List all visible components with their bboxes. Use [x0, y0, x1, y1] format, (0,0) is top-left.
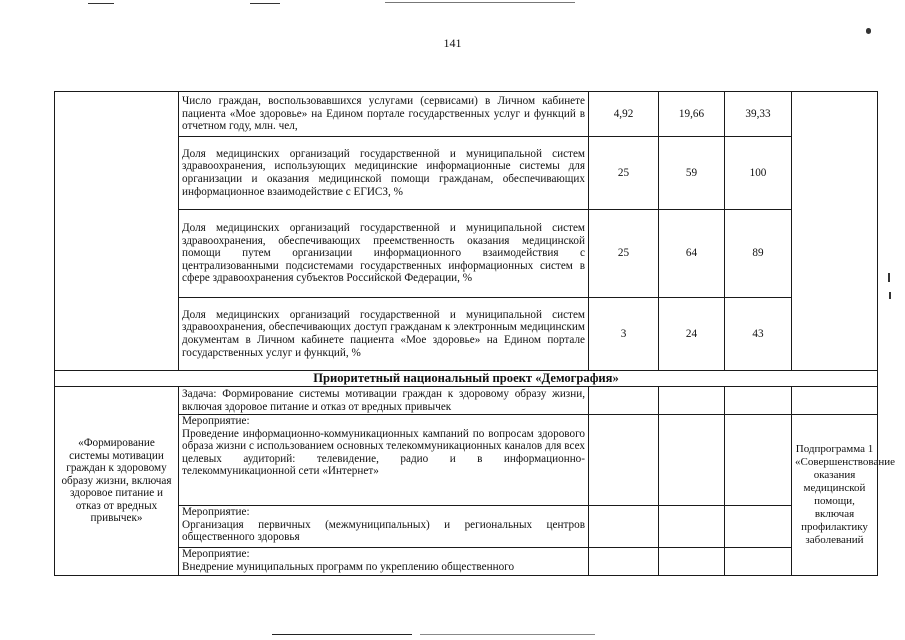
activity-heading: Мероприятие:	[182, 415, 250, 427]
indicator-value: 89	[725, 210, 792, 298]
indicator-value: 19,66	[659, 92, 725, 137]
activity-text: Проведение информационно-коммуникационных кампаний по вопросам здорового образа жизни с использованием основных телекоммуникационных каналов для всех целевых аудиторий: телевидение, радио и в информационно-телекоммуникационной сети «Интернет»	[182, 427, 585, 478]
empty-cell	[589, 415, 659, 506]
indicator-value: 100	[725, 137, 792, 210]
activity-cell	[179, 506, 589, 548]
table-row	[55, 506, 878, 548]
scan-mark	[889, 292, 891, 299]
activity-cell	[179, 548, 589, 576]
activity-heading: Мероприятие:	[182, 548, 250, 560]
empty-cell	[725, 415, 792, 506]
table-row	[55, 137, 878, 210]
empty-cell	[589, 548, 659, 576]
scan-mark	[420, 634, 595, 635]
empty-cell	[589, 506, 659, 548]
indicator-value: 25	[589, 137, 659, 210]
indicator-text: Доля медицинских организаций государственной и муниципальной систем здравоохранения, обеспечивающих преемственность оказания медицинской помощи путем организации информационного взаимодействия с централизованными подсистемами государственных информационных систем в сфере здравоохранения субъектов Российской Федерации, %	[179, 210, 589, 298]
subprogram-name: Подпрограмма 1 «Совершенствование оказания медицинской помощи, включая профилактику заболеваний	[792, 415, 878, 576]
direction-cell-empty	[55, 92, 179, 371]
table-row	[55, 210, 878, 298]
empty-cell	[725, 387, 792, 415]
indicator-value: 24	[659, 298, 725, 371]
subprogram-cell-empty	[792, 92, 878, 371]
scan-mark	[385, 2, 575, 3]
table-row	[55, 92, 878, 137]
scan-mark	[250, 3, 280, 4]
activity-text: Внедрение муниципальных программ по укреплению общественного	[182, 560, 515, 573]
empty-cell	[659, 415, 725, 506]
indicator-value: 59	[659, 137, 725, 210]
page-number: 141	[443, 36, 462, 50]
indicator-value: 39,33	[725, 92, 792, 137]
empty-cell	[659, 548, 725, 576]
scan-mark	[888, 273, 890, 282]
section-title: Приоритетный национальный проект «Демография»	[55, 371, 878, 387]
indicator-value: 4,92	[589, 92, 659, 137]
activity-cell	[179, 415, 589, 506]
activity-text: Организация первичных (межмуниципальных) и региональных центров общественного здоровья	[182, 518, 585, 544]
program-table	[54, 91, 895, 576]
indicator-text: Доля медицинских организаций государственной и муниципальной систем здравоохранения, использующих медицинские информационные системы для организации и оказания медицинской помощи гражданам, обеспечивающих информационное взаимодействие с ЕГИСЗ, %	[179, 137, 589, 210]
empty-cell	[659, 387, 725, 415]
indicator-text: Число граждан, воспользовавшихся услугами (сервисами) в Личном кабинете пациента «Мое здоровье» на Едином портале государственных услуг и функций в отчетном году, млн. чел,	[179, 92, 589, 137]
empty-cell	[725, 506, 792, 548]
task-text: Задача: Формирование системы мотивации граждан к здоровому образу жизни, включая здоровое питание и отказ от вредных привычек	[179, 387, 589, 415]
indicator-value: 3	[589, 298, 659, 371]
scan-mark	[88, 3, 114, 4]
empty-cell	[589, 387, 659, 415]
empty-cell	[792, 387, 878, 415]
scan-mark	[272, 634, 412, 635]
table-row	[55, 387, 878, 415]
section-row	[55, 371, 878, 387]
indicator-value: 43	[725, 298, 792, 371]
indicator-text: Доля медицинских организаций государственной и муниципальной систем здравоохранения, обеспечивающих доступ гражданам к электронным медицинским документам в Личном кабинете пациента «Мое здоровье» на Едином портале государственных услуг и функций, %	[179, 298, 589, 371]
activity-heading: Мероприятие:	[182, 506, 250, 518]
empty-cell	[659, 506, 725, 548]
direction-name: «Формирование системы мотивации граждан к здоровому образу жизни, включая здоровое питание и отказ от вредных привычек»	[55, 387, 179, 576]
table-row	[55, 548, 878, 576]
table-row	[55, 298, 878, 371]
indicator-value: 25	[589, 210, 659, 298]
indicator-value: 64	[659, 210, 725, 298]
table-row	[55, 415, 878, 506]
empty-cell	[725, 548, 792, 576]
scan-mark	[866, 28, 871, 34]
